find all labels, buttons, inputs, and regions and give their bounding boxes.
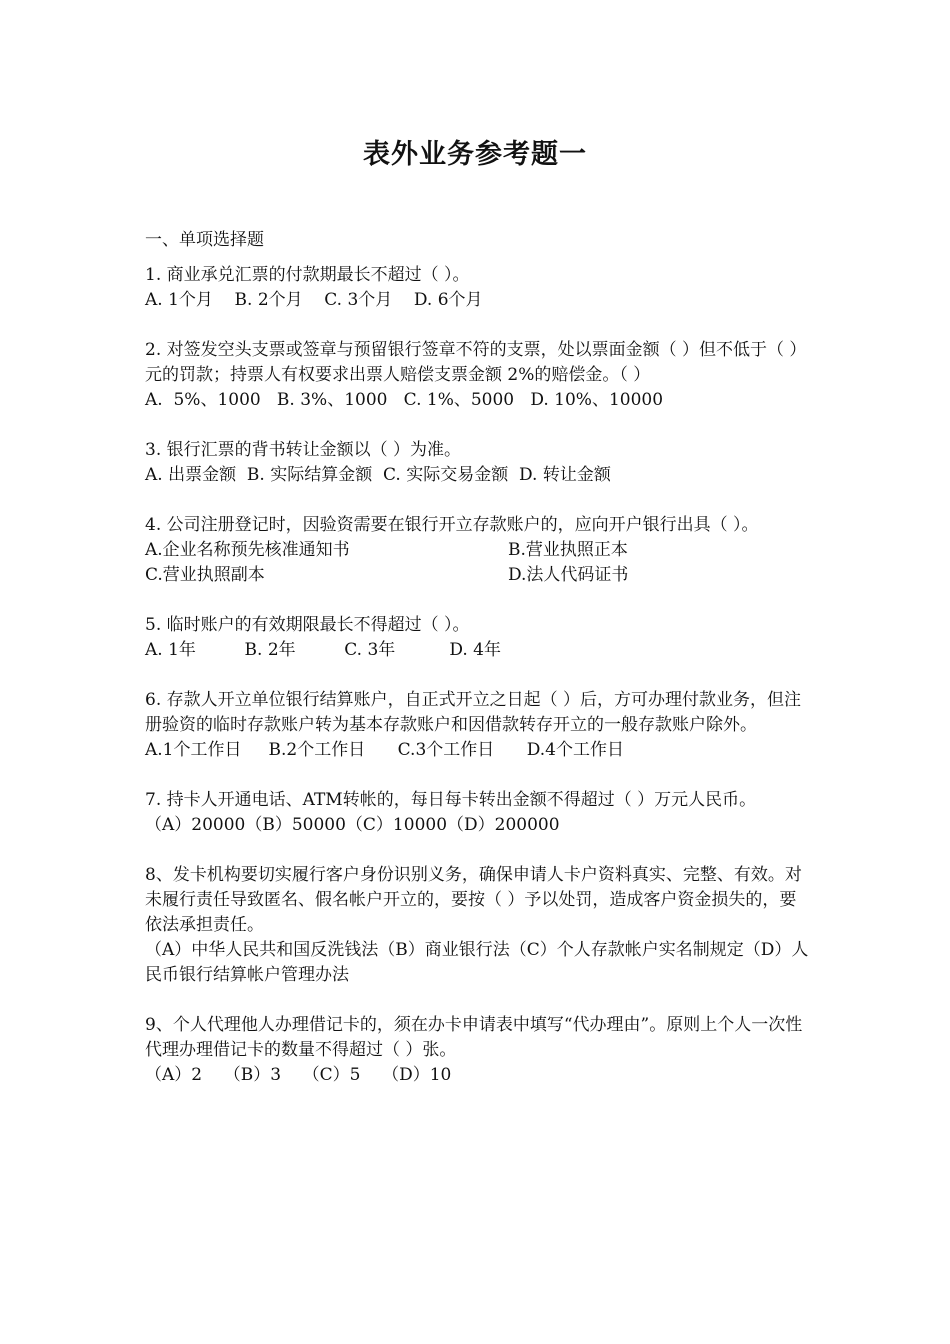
document-title: 表外业务参考题一 — [363, 139, 587, 170]
question-stem: 7. 持卡人开通电话、ATM转帐的，每日每卡转出金额不得超过（ ）万元人民币。 — [145, 790, 757, 810]
question-5 — [145, 613, 810, 663]
question-options: A.1个工作日 B.2个工作日 C.3个工作日 D.4个工作日 — [145, 740, 624, 760]
option-d: D.法人代码证书 — [508, 565, 629, 585]
question-2 — [145, 338, 810, 413]
question-options: （A）2 （B）3 （C）5 （D）10 — [145, 1065, 452, 1085]
option-b: B.营业执照正本 — [508, 540, 628, 560]
question-stem: 1. 商业承兑汇票的付款期最长不超过（ ）。 — [145, 265, 470, 285]
question-options — [145, 538, 810, 588]
question-stem: 3. 银行汇票的背书转让金额以（ ）为准。 — [145, 440, 462, 460]
question-stem: 4. 公司注册登记时，因验资需要在银行开立存款账户的，应向开户银行出具（ ）。 — [145, 515, 759, 535]
question-options: A. 1年 B. 2年 C. 3年 D. 4年 — [145, 640, 501, 660]
option-a: A.企业名称预先核准通知书 — [145, 540, 350, 560]
document-body — [145, 228, 810, 1113]
question-options: （A）20000（B）50000（C）10000（D）200000 — [145, 815, 560, 835]
question-1 — [145, 263, 810, 313]
question-options: A. 出票金额 B. 实际结算金额 C. 实际交易金额 D. 转让金额 — [145, 465, 611, 485]
question-stem: 9、个人代理他人办理借记卡的，须在办卡申请表中填写“代办理由”。原则上个人一次性代理办理借记卡的数量不得超过（ ）张。 — [145, 1015, 803, 1060]
question-stem: 6. 存款人开立单位银行结算账户，自正式开立之日起（ ）后，方可办理付款业务，但注册验资的临时存款账户转为基本存款账户和因借款转存开立的一般存款账户除外。 — [145, 690, 802, 735]
question-6 — [145, 688, 810, 763]
question-9 — [145, 1013, 810, 1088]
question-stem: 5. 临时账户的有效期限最长不得超过（ ）。 — [145, 615, 470, 635]
section-heading: 一、单项选择题 — [145, 230, 264, 250]
question-options: A. 1个月 B. 2个月 C. 3个月 D. 6个月 — [145, 290, 483, 310]
option-c: C.营业执照副本 — [145, 565, 265, 585]
question-7 — [145, 788, 810, 838]
question-3 — [145, 438, 810, 488]
question-options: A. 5%、1000 B. 3%、1000 C. 1%、5000 D. 10%、10000 — [145, 390, 664, 410]
question-4 — [145, 513, 810, 588]
question-stem: 8、发卡机构要切实履行客户身份识别义务，确保申请人卡户资料真实、完整、有效。对未履行责任导致匿名、假名帐户开立的，要按（ ）予以处罚，造成客户资金损失的，要依法承担责任。 — [145, 865, 802, 935]
question-8 — [145, 863, 810, 988]
question-options: （A）中华人民共和国反洗钱法（B）商业银行法（C）个人存款帐户实名制规定（D）人民币银行结算帐户管理办法 — [145, 940, 809, 985]
question-stem: 2. 对签发空头支票或签章与预留银行签章不符的支票，处以票面金额（ ）但不低于（ ）元的罚款；持票人有权要求出票人赔偿支票金额 2%的赔偿金。（ ） — [145, 340, 807, 385]
